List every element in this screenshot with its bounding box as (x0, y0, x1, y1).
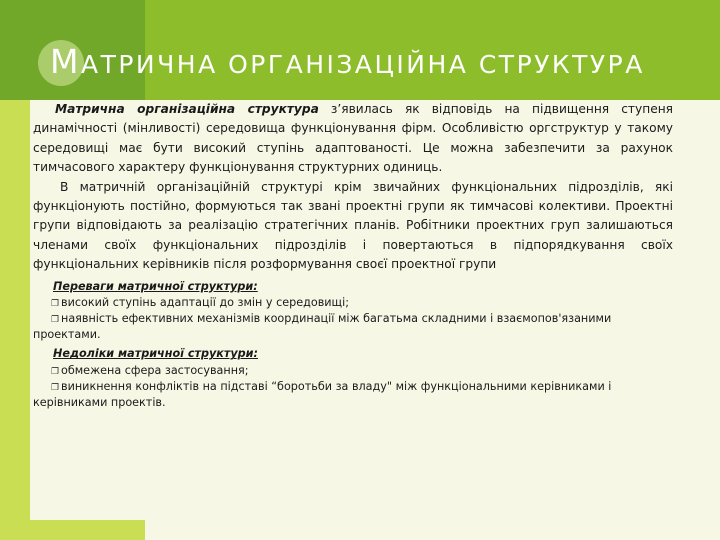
advantages-heading: Переваги матричної структури: (53, 279, 258, 293)
disadvantage-text: обмежена сфера застосування; (61, 363, 249, 377)
disadvantages-heading: Недоліки матричної структури: (53, 347, 258, 361)
list-item (33, 379, 673, 411)
title-first-letter: М (50, 42, 81, 81)
list-item (33, 363, 673, 379)
checkbox-bullet-icon: ❐ (51, 366, 60, 377)
definition-term: Матрична організаційна структура (55, 102, 319, 116)
disadvantages-section (33, 346, 673, 411)
paragraph-definition (33, 100, 673, 178)
checkbox-bullet-icon: ❐ (51, 315, 60, 326)
slide-body (33, 100, 673, 411)
title-rest: АТРИЧНА ОРГАНІЗАЦІЙНА СТРУКТУРА (80, 50, 645, 79)
checkbox-bullet-icon: ❐ (51, 382, 60, 393)
project-groups-text: В матричній організаційній структурі крім звичайних функціональних підрозділів, які функціонують постійно, формуються так звані проектні групи як тимчасові колективи. Проектні групи відповідають за реалізацію стратегічних планів. Робітники проектних груп залишаються членами своїх функціональних підрозділів і повертаються в підпорядкування своїх функціональних керівників після розформування своєї проектної групи (33, 179, 673, 272)
advantage-text: високий ступінь адаптації до змін у середовищі; (61, 295, 349, 309)
disadvantage-text: виникнення конфліктів на підставі “боротьби за владу" між функціональними керівниками і керівниками проектів. (33, 379, 612, 410)
list-item (33, 311, 673, 343)
advantage-text: наявність ефективних механізмів координації між багатьма складними і взаємопов'язаними проектами. (33, 312, 612, 342)
checkbox-bullet-icon: ❐ (51, 298, 60, 309)
list-item (33, 295, 673, 311)
slide-title (50, 42, 710, 81)
definition-text: з’явилась як відповідь на підвищення ступеня динамічності (мінливості) середовища функціонування фірм. Особливістю оргструктур у такому середовищі має бути високий ступінь адаптованості. Це можна забезпечити за рахунок тимчасового характеру функціонування структурних одиниць. (33, 102, 673, 175)
paragraph-project-groups (33, 178, 673, 275)
advantages-section (33, 279, 673, 344)
